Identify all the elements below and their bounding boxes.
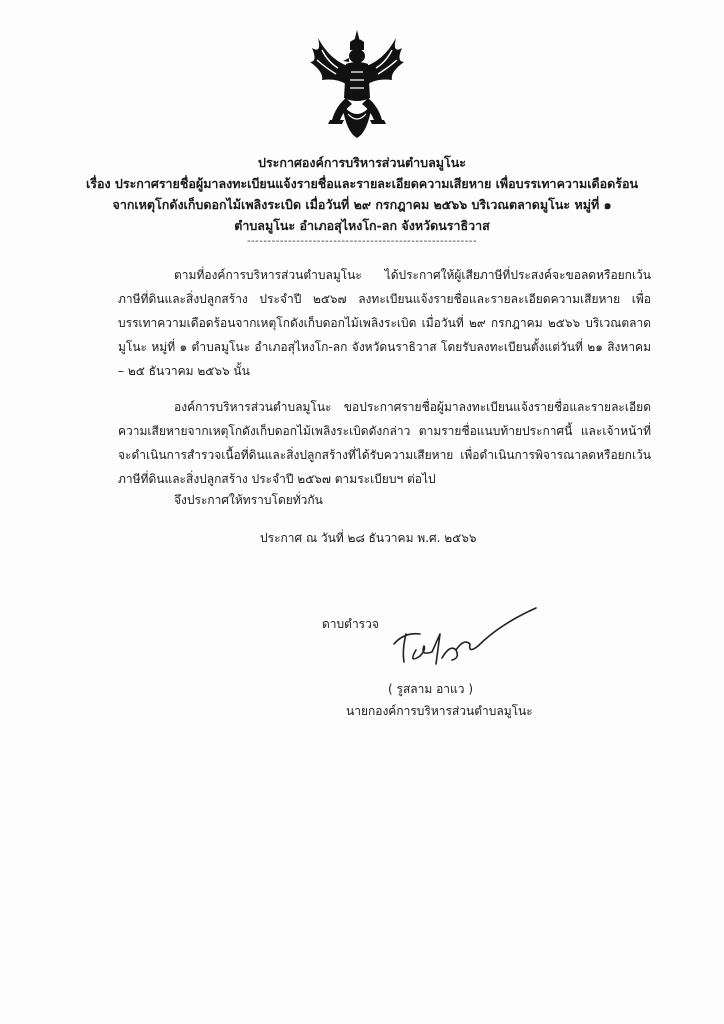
signer-name: ( รูสลาม อาแว ) xyxy=(388,682,473,696)
body-paragraph-3 xyxy=(118,488,651,512)
announcement-date: ประกาศ ณ วันที่ ๒๘ ธันวาคม พ.ศ. ๒๕๖๖ xyxy=(260,531,477,545)
subject-line-2: จากเหตุโกดังเก็บดอกไม้เพลิงระเบิด เมื่อวันที่ ๒๙ กรกฎาคม ๒๕๖๖ บริเวณตลาดมูโนะ หมู่ที่ ๑ xyxy=(112,197,612,212)
signer-position: นายกองค์การบริหารส่วนตำบลมูโนะ xyxy=(346,704,533,718)
garuda-emblem-icon xyxy=(302,28,412,140)
body-paragraph-1 xyxy=(118,263,651,383)
divider-line: -------------------------------------------------------- xyxy=(246,236,478,247)
handwritten-signature xyxy=(390,604,540,674)
paragraph-3-text: จึงประกาศให้ทราบโดยทั่วกัน xyxy=(174,493,323,507)
body-paragraph-2 xyxy=(118,395,651,491)
subject-line: เรื่อง ประกาศรายชื่อผู้มาลงทะเบียนแจ้งรายชื่อและรายละเอียดความเสียหาย เพื่อบรรเทาความเดือดร้อน xyxy=(85,176,638,191)
paragraph-1-text: ตามที่องค์การบริหารส่วนตำบลมูโนะ ได้ประกาศให้ผู้เสียภาษีที่ประสงค์จะขอลดหรือยกเว้นภาษีที่ดินและสิ่งปลูกสร้าง ประจำปี ๒๕๖๗ ลงทะเบียนแจ้งรายชื่อและรายละเอียดความเสียหาย เพื่อบรรเทาความเดือดร้อนจากเหตุโกดังเก็บดอกไม้เพลิงระเบิด เมื่อวันที่ ๒๙ กรกฎาคม ๒๕๖๖ บริเวณตลาดมูโนะ หมู่ที่ ๑ ตำบลมูโนะ อำเภอสุไหงโก-ลก จังหวัดนราธิวาส โดยรับลงทะเบียนตั้งแต่วันที่ ๒๑ สิงหาคม – ๒๕ ธันวาคม ๒๕๖๖ นั้น xyxy=(118,268,651,378)
subject-line-3: ตำบลมูโนะ อำเภอสุไหงโก-ลก จังหวัดนราธิวาส xyxy=(234,218,490,233)
signer-rank: ดาบตำรวจ xyxy=(322,617,379,631)
paragraph-2-text: องค์การบริหารส่วนตำบลมูโนะ ขอประกาศรายชื่อผู้มาลงทะเบียนแจ้งรายชื่อและรายละเอียดความเสียหายจากเหตุโกดังเก็บดอกไม้เพลิงระเบิดดังกล่าว ตามรายชื่อแนบท้ายประกาศนี้ และเจ้าหน้าที่จะดำเนินการสำรวจเนื้อที่ดินและสิ่งปลูกสร้างที่ได้รับความเสียหาย เพื่อดำเนินการพิจารณาลดหรือยกเว้นภาษีที่ดินและสิ่งปลูกสร้าง ประจำปี ๒๕๖๗ ตามระเบียบฯ ต่อไป xyxy=(118,400,651,486)
document-title: ประกาศองค์การบริหารส่วนตำบลมูโนะ xyxy=(258,155,466,170)
